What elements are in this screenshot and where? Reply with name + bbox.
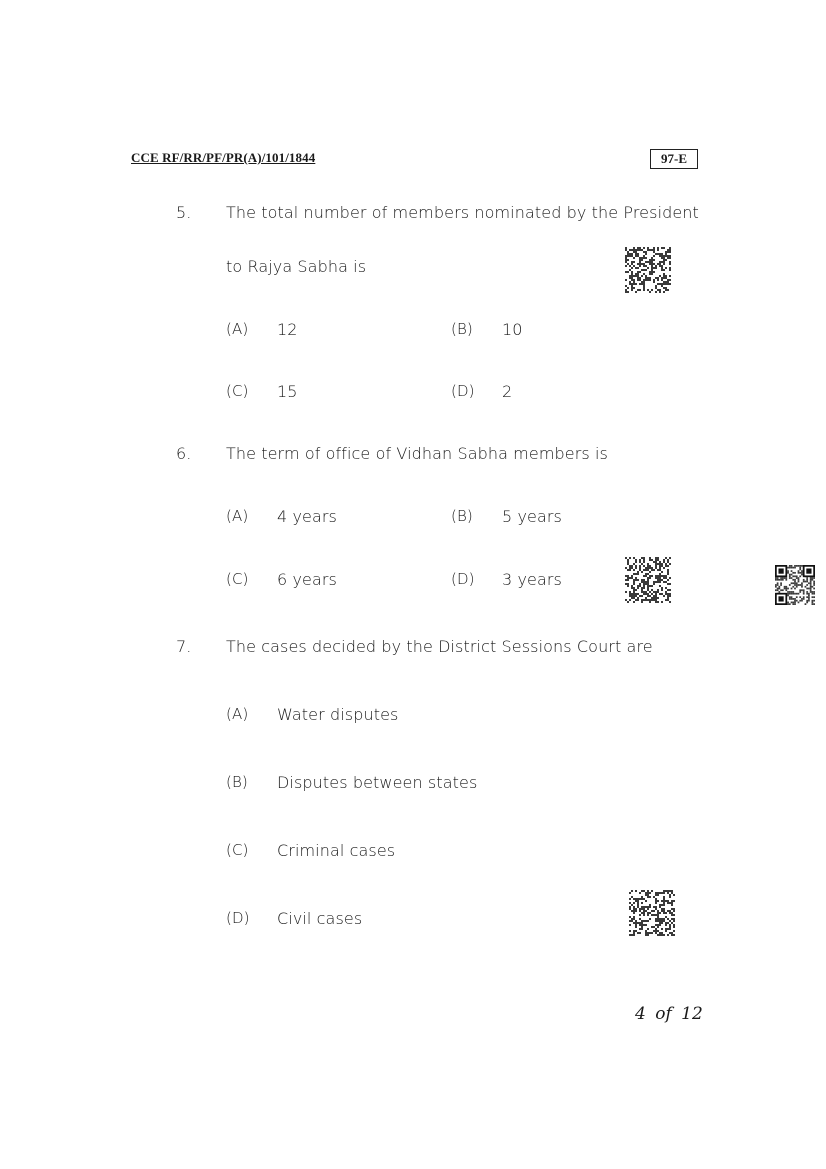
q5-option-d-text: 2 [502, 382, 513, 401]
qr-code-icon [625, 557, 671, 603]
q7-option-a-text: Water disputes [277, 705, 399, 724]
question-7-number: 7. [176, 637, 192, 656]
q5-option-a-label: (A) [226, 320, 249, 338]
qr-code-icon [775, 565, 815, 605]
paper-version-box: 97-E [650, 149, 698, 169]
question-5-number: 5. [176, 203, 192, 222]
q7-option-d-label: (D) [226, 909, 250, 927]
q6-option-a-label: (A) [226, 507, 249, 525]
q5-option-c-label: (C) [226, 382, 249, 400]
q7-option-c-label: (C) [226, 841, 249, 859]
q6-option-c-text: 6 years [277, 570, 337, 589]
q5-option-a-text: 12 [277, 320, 298, 339]
q7-option-a-label: (A) [226, 705, 249, 723]
q7-option-c-text: Criminal cases [277, 841, 396, 860]
q5-option-b-label: (B) [451, 320, 473, 338]
paper-code: CCE RF/RR/PF/PR(A)/101/1844 [131, 150, 316, 165]
q5-option-b-text: 10 [502, 320, 523, 339]
q7-option-b-text: Disputes between states [277, 773, 478, 792]
q6-option-d-text: 3 years [502, 570, 562, 589]
qr-code-icon [629, 890, 675, 936]
question-5-text-line2: to Rajya Sabha is [226, 257, 367, 276]
question-6-number: 6. [176, 444, 192, 463]
q6-option-c-label: (C) [226, 570, 249, 588]
question-6-text-line1: The term of office of Vidhan Sabha members is [226, 444, 608, 463]
q5-option-d-label: (D) [451, 382, 475, 400]
q6-option-a-text: 4 years [277, 507, 337, 526]
qr-code-icon [625, 247, 671, 293]
page-number: 4 of 12 [635, 1004, 703, 1024]
q5-option-c-text: 15 [277, 382, 298, 401]
q7-option-d-text: Civil cases [277, 909, 363, 928]
q7-option-b-label: (B) [226, 773, 248, 791]
question-7-text-line1: The cases decided by the District Sessions Court are [226, 637, 653, 656]
question-5-text-line1: The total number of members nominated by the President [226, 203, 699, 222]
q6-option-b-label: (B) [451, 507, 473, 525]
q6-option-b-text: 5 years [502, 507, 562, 526]
q6-option-d-label: (D) [451, 570, 475, 588]
